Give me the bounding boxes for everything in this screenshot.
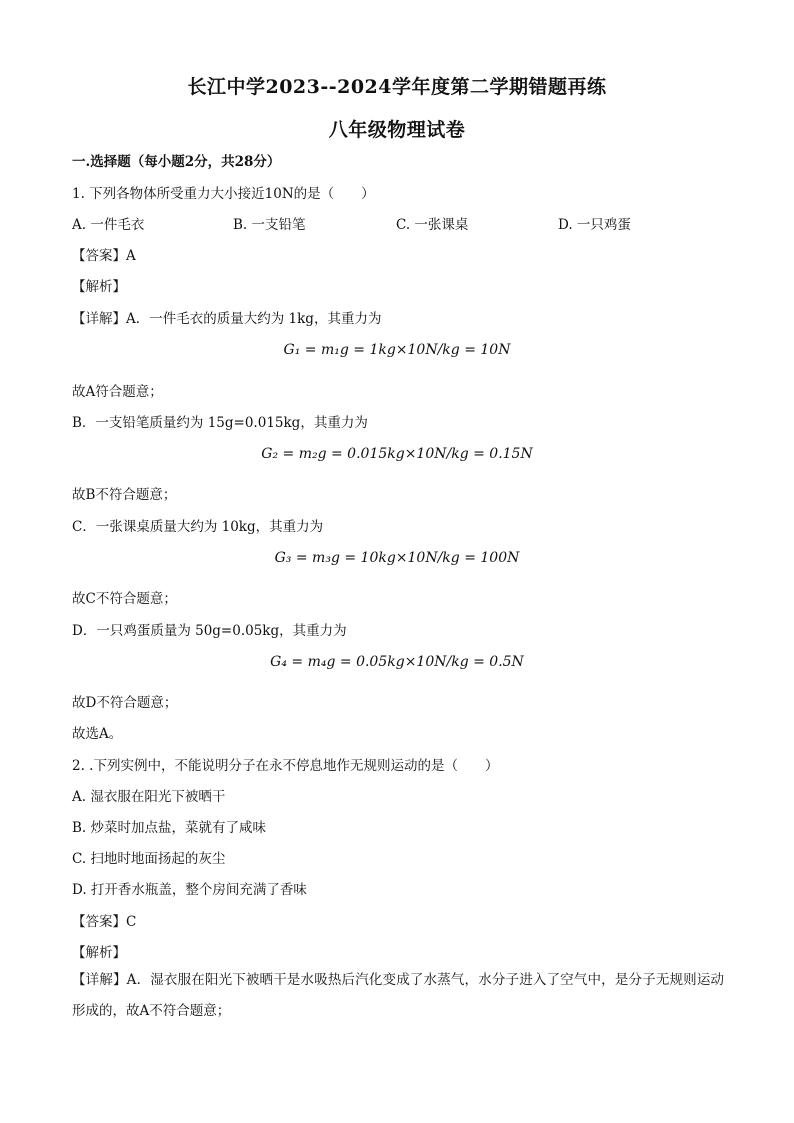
section-heading: 一.选择题（每小题2分，共28分） — [72, 154, 281, 170]
question-1-detail-a: 【详解】A．一件毛衣的质量大约为 1kg，其重力为 — [72, 311, 382, 327]
question-1-formula-d: G₄ = m₄g = 0.05kg×10N/kg = 0.5N — [270, 654, 524, 670]
question-1-conclusion-a: 故A符合题意； — [72, 384, 163, 400]
question-2-analysis-label: 【解析】 — [72, 945, 126, 961]
question-2-option-c: C. 扫地时地面扬起的灰尘 — [72, 851, 226, 867]
question-1-stem: 1. 下列各物体所受重力大小接近10N的是（ ） — [72, 186, 375, 202]
question-2-detail-a: 【详解】A．湿衣服在阳光下被晒干是水吸热后汽化变成了水蒸气，水分子进入了空气中，是分子无规则运动形成的，故A不符合题意； — [72, 972, 724, 1019]
question-2-option-d: D. 打开香水瓶盖，整个房间充满了香味 — [72, 882, 307, 898]
question-1-detail-b: B．一支铅笔质量约为 15g=0.015kg，其重力为 — [72, 415, 368, 431]
question-1-option-d: D. 一只鸡蛋 — [558, 217, 631, 233]
question-1-formula-a: G₁ = m₁g = 1kg×10N/kg = 10N — [283, 342, 511, 358]
question-1-detail-d: D．一只鸡蛋质量为 50g=0.05kg，其重力为 — [72, 623, 347, 639]
question-2-option-a: A. 湿衣服在阳光下被晒干 — [72, 789, 226, 805]
question-1-option-a: A. 一件毛衣 — [72, 217, 145, 233]
question-2-stem: 2. .下列实例中，不能说明分子在永不停息地作无规则运动的是（ ） — [72, 758, 499, 774]
question-1-formula-c: G₃ = m₃g = 10kg×10N/kg = 100N — [274, 550, 520, 566]
question-1-detail-c: C．一张课桌质量大约为 10kg，其重力为 — [72, 519, 324, 535]
question-2-option-b: B. 炒菜时加点盐，菜就有了咸味 — [72, 820, 267, 836]
question-1-conclusion-c: 故C不符合题意； — [72, 591, 177, 607]
question-1-final: 故选A。 — [72, 726, 123, 742]
question-1-formula-b: G₂ = m₂g = 0.015kg×10N/kg = 0.15N — [261, 446, 533, 462]
document-subtitle: 八年级物理试卷 — [328, 119, 466, 141]
document-title: 长江中学2023--2024学年度第二学期错题再练 — [187, 76, 607, 98]
question-1-analysis-label: 【解析】 — [72, 279, 126, 295]
question-2-answer: 【答案】C — [72, 914, 137, 930]
question-1-option-b: B. 一支铅笔 — [233, 217, 306, 233]
question-1-option-c: C. 一张课桌 — [396, 217, 469, 233]
question-1-conclusion-d: 故D不符合题意； — [72, 695, 178, 711]
question-1-answer: 【答案】A — [72, 248, 136, 264]
question-1-conclusion-b: 故B不符合题意； — [72, 487, 177, 503]
